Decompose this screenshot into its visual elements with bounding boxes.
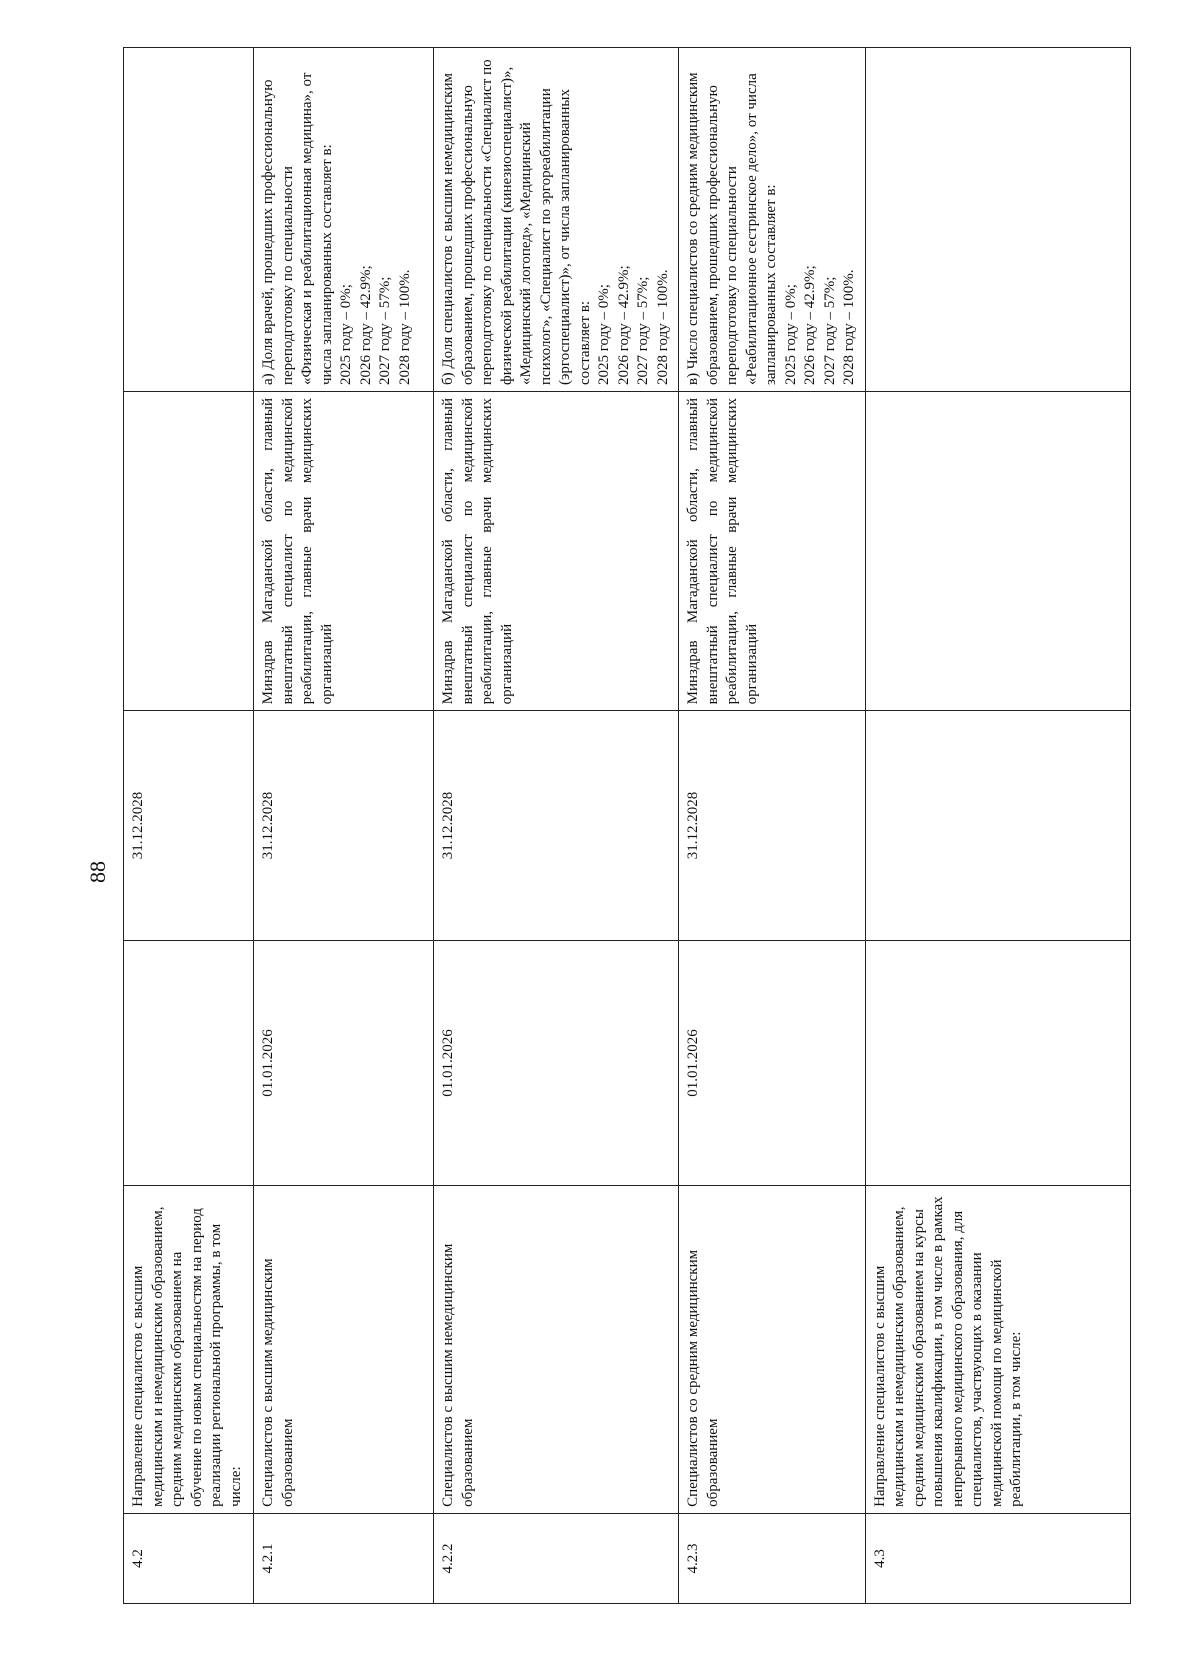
- row-number: 4.2.1: [254, 1513, 434, 1603]
- row-number: 4.3: [865, 1513, 1130, 1603]
- responsible: Минздрав Магаданской области, главный внештатный специалист по медицинской реабилитации, главные врачи медицинских организаций: [679, 392, 866, 711]
- end-date: [865, 711, 1130, 940]
- responsible: Минздрав Магаданской области, главный внештатный специалист по медицинской реабилитации, главные врачи медицинских организаций: [434, 392, 679, 711]
- start-date: [124, 940, 254, 1186]
- page-number: 88: [85, 861, 110, 883]
- end-date: 31.12.2028: [254, 711, 434, 940]
- indicator: а) Доля врачей, прошедших профессиональную переподготовку по специальности «Физическая и реабилитационная медицина», от числа запланированных составляет в: 2025 году – 0%; 2026 году – 42.9%; 2027 году – 57%; 2028 году – 100%.: [254, 48, 434, 392]
- row-number: 4.2.3: [679, 1513, 866, 1603]
- table-row-4-2-2: [434, 48, 679, 1604]
- indicator: в) Число специалистов со средним медицинским образованием, прошедших профессиональную переподготовку по специальности «Реабилитационное сестринское дело», от числа запланированных составляет в: 2025 году – 0%; 2026 году – 42.9%; 2027 году – 57%; 2028 году – 100%.: [679, 48, 866, 392]
- activity-name: Направление специалистов с высшим медицинским и немедицинским образованием, средним медицинским образованием на курсы повышения квалификации, в том числе в рамках непрерывного медицинского образования, для специалистов, участвующих в оказании медицинской помощи по медицинской реабилитации, в том числе:: [865, 1186, 1130, 1514]
- activity-name: Специалистов с высшим медицинским образованием: [254, 1186, 434, 1514]
- table-row-4-2-3: [679, 48, 866, 1604]
- rotated-table-container: [123, 47, 1073, 1604]
- activity-name: Направление специалистов с высшим медицинским и немедицинским образованием, средним медицинским образованием на обучение по новым специальностям на период реализации региональной программы, в том числе:: [124, 1186, 254, 1514]
- table-row-4-3: [865, 48, 1130, 1604]
- indicator: [124, 48, 254, 392]
- end-date: 31.12.2028: [434, 711, 679, 940]
- activity-name: Специалистов с высшим немедицинским образованием: [434, 1186, 679, 1514]
- table-row-4-2: [124, 48, 254, 1604]
- table-row-4-2-1: [254, 48, 434, 1604]
- start-date: 01.01.2026: [679, 940, 866, 1186]
- indicator: б) Доля специалистов с высшим немедицинским образованием, прошедших профессиональную переподготовку по специальности «Специалист по физической реабилитации (кинезиоспециалист)», «Медицинский логопед», «Медицинский психолог», «Специалист по эргореабилитации (эргоспециалист)», от числа запланированных составляет в: 2025 году – 0%; 2026 году – 42.9%; 2027 году – 57%; 2028 году – 100%.: [434, 48, 679, 392]
- start-date: 01.01.2026: [434, 940, 679, 1186]
- plan-table: [123, 47, 1131, 1604]
- row-number: 4.2.2: [434, 1513, 679, 1603]
- responsible: [124, 392, 254, 711]
- activity-name: Специалистов со средним медицинским образованием: [679, 1186, 866, 1514]
- end-date: 31.12.2028: [679, 711, 866, 940]
- responsible: Минздрав Магаданской области, главный внештатный специалист по медицинской реабилитации, главные врачи медицинских организаций: [254, 392, 434, 711]
- end-date: 31.12.2028: [124, 711, 254, 940]
- indicator: [865, 48, 1130, 392]
- row-number: 4.2: [124, 1513, 254, 1603]
- responsible: [865, 392, 1130, 711]
- start-date: [865, 940, 1130, 1186]
- start-date: 01.01.2026: [254, 940, 434, 1186]
